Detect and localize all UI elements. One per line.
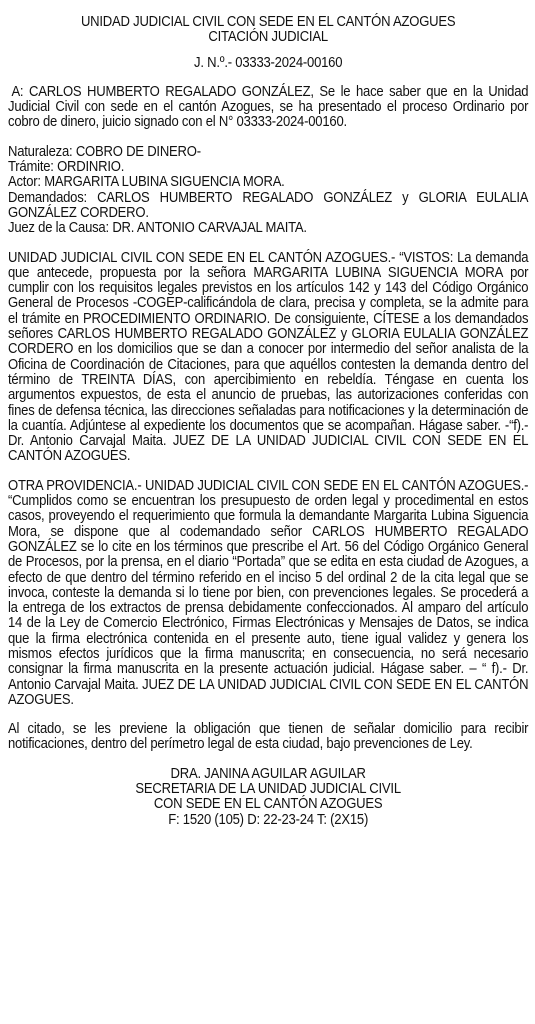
- header-subtitle: CITACIÓN JUDICIAL: [208, 28, 328, 46]
- signature-role-line-2: CON SEDE EN EL CANTÓN AZOGUES: [153, 795, 383, 813]
- publication-codes: F: 1520 (105) D: 22-23-24 T: (2X15): [168, 810, 369, 828]
- providencia-paragraph-1: UNIDAD JUDICIAL CIVIL CON SEDE EN EL CANTÓN AZOGUES.- “VISTOS: La demanda que antecede, propuesta por la señora MARGARITA LUBINA SIGUENCIA MORA por cumplir con los requisitos legales previstos en los artículos 142 y 143 del Código Orgánico General de Procesos -COGEP-calificándola de clara, precisa y completa, se la admite para el trámite en PROCEDIMIENTO ORDINARIO. De consiguiente, CÍTESE a los demandados señores CARLOS HUMBERTO REGALADO GONZÁLEZ y GLORIA EULALIA GONZÁLEZ CORDERO en los domicilios que se dan a conocer por intermedio del señor analista de la Oficina de Coordinación de Citaciones, para que aquéllos contesten la demanda dentro del término de TREINTA DÍAS, con apercibimiento en rebeldía. Téngase en cuenta los argumentos expuestos, de esta el anuncio de pruebas, las autorizaciones conferidas con fines de defensa técnica, las direcciones señaladas para notificaciones y la determinación de la cuantía. Adjúntese al expediente los documentos que se acompañan. Hágase saber. -“f).- Dr. Antonio Carvajal Maita. JUEZ DE LA UNIDAD JUDICIAL CIVIL CON SEDE EN EL CANTÓN AZOGUES.: [8, 248, 529, 465]
- providencia-paragraph-2: OTRA PROVIDENCIA.- UNIDAD JUDICIAL CIVIL CON SEDE EN EL CANTÓN AZOGUES.- “Cumplidos como se encuentran los presupuesto de orden legal y procedimental en estos casos, proveyendo el requerimiento que formula la demandante Margarita Lubina Siguencia Mora, se dispone que al codemandado señor CARLOS HUMBERTO REGALADO GONZÁLEZ se lo cite en los términos que prescribe el Art. 56 del Código Orgánico General de Procesos, por la prensa, en el diario “Portada” que se edita en esta ciudad de Azogues, a efecto de que dentro del término referido en el inciso 5 del ordinal 2 de la cita legal que se invoca, conteste la demanda si lo tiene por bien, con prevenciones legales. Se procederá a la entrega de los extractos de prensa debidamente confeccionados. Al amparo del artículo 14 de la Ley de Comercio Electrónico, Firmas Electrónicas y Mensajes de Datos, se indica que la firma electrónica contenida en el presente auto, tiene igual validez y genera los mismos efectos jurídicos que la firma manuscrita; en consecuencia, no será necesario consignar la firma manuscrita en la presente actuación judicial. Hágase saber. – “ f).- Dr. Antonio Carvajal Maita. JUEZ DE LA UNIDAD JUDICIAL CIVIL CON SEDE EN EL CANTÓN AZOGUES.: [8, 476, 529, 708]
- case-tramite: Trámite: ORDINRIO.: [8, 158, 125, 176]
- header-title: UNIDAD JUDICIAL CIVIL CON SEDE EN EL CANTÓN AZOGUES: [80, 13, 456, 30]
- case-number: J. N.º.- 03333-2024-00160: [194, 53, 343, 71]
- case-demandados: Demandados: CARLOS HUMBERTO REGALADO GONZÁLEZ y GLORIA EULALIA GONZÁLEZ CORDERO.: [8, 188, 529, 221]
- case-actor: Actor: MARGARITA LUBINA SIGUENCIA MORA.: [8, 173, 285, 191]
- case-juez: Juez de la Causa: DR. ANTONIO CARVAJAL MAITA.: [8, 219, 307, 237]
- notice-paragraph: Al citado, se les previene la obligación que tienen de señalar domicilio para recibir notificaciones, dentro del perímetro legal de esta ciudad, bajo prevenciones de Ley.: [8, 720, 529, 753]
- signature-name: DRA. JANINA AGUILAR AGUILAR: [170, 764, 366, 782]
- intro-paragraph: A: CARLOS HUMBERTO REGALADO GONZÁLEZ, Se le hace saber que en la Unidad Judicial Civil con sede en el cantón Azogues, se ha presentado el proceso Ordinario por cobro de dinero, juicio signado con el N° 03333-2024-00160.: [8, 82, 529, 131]
- document-body: [8, 14, 528, 827]
- case-naturaleza: Naturaleza: COBRO DE DINERO-: [8, 142, 201, 160]
- signature-role-line-1: SECRETARIA DE LA UNIDAD JUDICIAL CIVIL: [135, 780, 401, 798]
